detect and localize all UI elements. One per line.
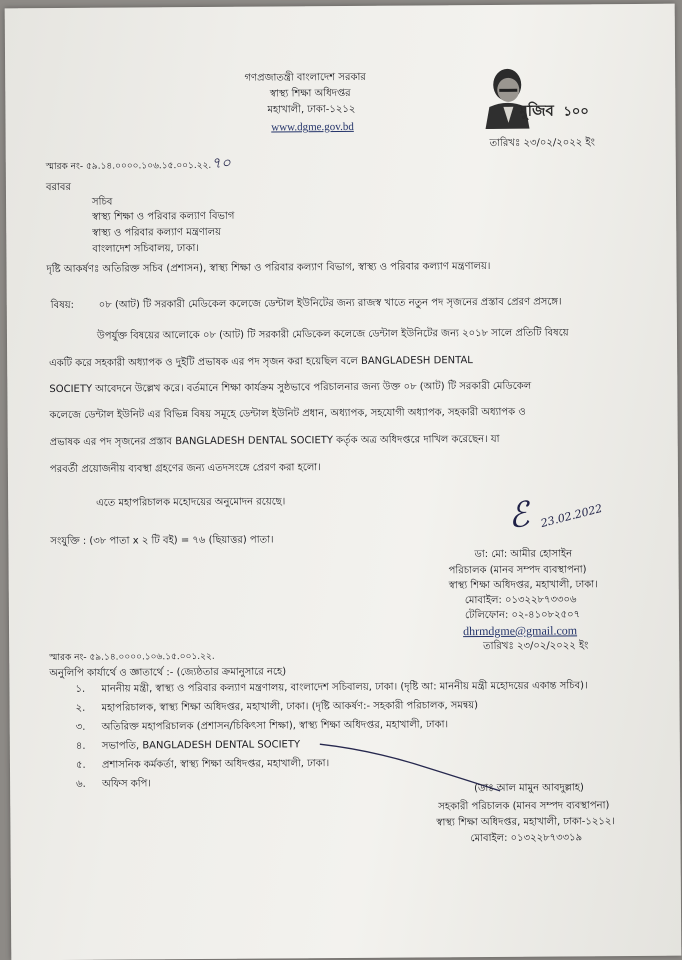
body-line: উপর্যুক্ত বিষয়ের আলোকে ০৮ (আট) টি সরকারী মেডিকেল কলেজে ডেন্টাল ইউনিটের জন্য ২০১৮ সালে প্রতিটি বিষয়ে bbox=[96, 327, 569, 342]
copy-item-no: ৪. bbox=[75, 740, 86, 752]
signer1-email-link[interactable]: dhrmdgme@gmail.com bbox=[462, 623, 578, 639]
copy-item-no: ৬. bbox=[76, 778, 86, 790]
signer1-title: পরিচালক (মানব সম্পদ ব্যবস্থাপনা) bbox=[448, 564, 587, 577]
signer1-phone: টেলিফোন: ০২-৪১০৮২৫০৭ bbox=[464, 609, 581, 622]
signer1-date: তারিখঃ ২৩/০২/২০২২ ইং bbox=[483, 640, 589, 653]
subject-label: বিষয়: bbox=[50, 299, 75, 312]
copy-item-no: ১. bbox=[75, 683, 86, 695]
body-line: পরবর্তী প্রয়োজনীয় ব্যবস্থা গ্রহণের জন্য এতদসংঙ্গে প্রেরণ করা হলো। bbox=[49, 462, 321, 476]
logo-year: ১০০ bbox=[563, 103, 589, 119]
copy-item: মহাপরিচালক, স্বাস্থ্য শিক্ষা অধিদপ্তর, মহাখালী, ঢাকা। (দৃষ্টি আকর্ষণ:- সহকারী পরিচালক, সমন্বয়) bbox=[101, 700, 479, 714]
memo-number bbox=[46, 155, 231, 174]
body-line: প্রভাষক এর পদ সৃজনের প্রস্তাব BANGLADESH DENTAL SOCIETY কর্তৃক অত্র অধিদপ্তরে দাখিল করেছেন। যা bbox=[49, 433, 500, 449]
signer2-mobile: মোবাইল: ০১৩২২৮৭৩৩১৯ bbox=[470, 832, 583, 845]
copy-item: মাননীয় মন্ত্রী, স্বাস্থ্য ও পরিবার কল্যাণ মন্ত্রণালয়, বাংলাদেশ সচিবালয়, ঢাকা। (দৃষ্টি আ: মাননীয় মন্ত্রী মহোদয়ের একান্ত সচিব)। bbox=[101, 680, 588, 695]
signature: ℰ bbox=[505, 494, 532, 538]
signer2-name: (ডাঃ আল মামুন আবদুল্লাহ) bbox=[474, 782, 584, 795]
copy-heading: অনুলিপি কার্যার্থে ও জ্ঞাতার্থে :- (জ্যেষ্ঠতার ক্রমানুসারে নহে) bbox=[49, 666, 287, 680]
document-page bbox=[5, 4, 682, 960]
recipient-line: স্বাস্থ্য শিক্ষা ও পরিবার কল্যাণ বিভাগ bbox=[92, 210, 235, 223]
logo-text: মুজিব bbox=[519, 101, 554, 120]
memo-number-handwritten: ৭০ bbox=[211, 153, 231, 172]
approval-line: এতে মহাপরিচালক মহোদয়ের অনুমোদন রয়েছে। bbox=[96, 496, 286, 509]
copy-item: প্রশাসনিক কর্মকর্তা, স্বাস্থ্য শিক্ষা অধিদপ্তর, মহাখালী, ঢাকা। bbox=[101, 758, 330, 771]
signer2-title: সহকারী পরিচালক (মানব সম্পদ ব্যবস্থাপনা) bbox=[438, 800, 610, 813]
signature-date: 23.02.2022 bbox=[539, 501, 604, 531]
copy-item: সভাপতি, BANGLADESH DENTAL SOCIETY bbox=[101, 739, 301, 752]
memo-date: তারিখঃ ২৩/০২/২০২২ ইং bbox=[489, 137, 595, 149]
directorate-address: মহাখালী, ঢাকা-১২১২ bbox=[267, 103, 356, 116]
recipient-to: বরাবর bbox=[45, 181, 72, 194]
mujib-logo bbox=[475, 62, 587, 129]
copy-item-no: ৩. bbox=[75, 721, 86, 733]
recipient-line: বাংলাদেশ সচিবালয়, ঢাকা। bbox=[92, 243, 199, 255]
body-line: SOCIETY আবেদনে উল্লেখ করে। বর্তমানে শিক্ষা কার্যক্রম সুষ্ঠভাবে পরিচালনার জন্য উক্ত ০৮ (আট) টি সরকারী মেডিকেল bbox=[49, 380, 532, 396]
attachment-line: সংযুক্তি : (৩৮ পাতা x ২ টি বই) = ৭৬ (ছিয়াত্তর) পাতা। bbox=[50, 534, 274, 548]
recipient-line: স্বাস্থ্য ও পরিবার কল্যাণ মন্ত্রণালয় bbox=[92, 226, 222, 239]
copy-item-no: ২. bbox=[75, 702, 86, 714]
copy-item: অতিরিক্ত মহাপরিচালক (প্রশাসন/চিকিৎসা শিক্ষা), স্বাস্থ্য শিক্ষা অধিদপ্তর, মহাখালী, ঢাকা। bbox=[101, 719, 449, 733]
attention-line: দৃষ্টি আকর্ষণঃ অতিরিক্ত সচিব (প্রশাসন), স্বাস্থ্য শিক্ষা ও পরিবার কল্যাণ বিভাগ, স্বাস্থ্য ও পরিবার কল্যাণ মন্ত্রণালয়। bbox=[46, 260, 491, 276]
directorate-name: স্বাস্থ্য শিক্ষা অধিদপ্তর bbox=[269, 87, 351, 100]
copy-item-no: ৫. bbox=[75, 759, 86, 771]
memo-number-text: স্মারক নং- ৫৯.১৪.০০০০.১০৬.১৫.০০১.২২. bbox=[45, 160, 212, 173]
website-link[interactable]: www.dgme.gov.bd bbox=[271, 120, 354, 134]
signer1-name: ডা: মো: আমীর হোসাইন bbox=[474, 548, 573, 561]
copy-item: অফিস কপি। bbox=[102, 778, 151, 790]
signer1-office: স্বাস্থ্য শিক্ষা অধিদপ্তর, মহাখালী, ঢাকা। bbox=[448, 579, 598, 592]
body-line: একটি করে সহকারী অধ্যাপক ও দুইটি প্রভাষক এর পদ সৃজন করা হয়েছিল বলে BANGLADESH DENTAL bbox=[49, 355, 473, 370]
body-line: কলেজে ডেন্টাল ইউনিট এর বিভিন্ন বিষয় সমূহে ডেন্টাল ইউনিট প্রধান, অধ্যাপক, সহযোগী অধ্যাপক, সহকারী অধ্যাপক ও bbox=[49, 406, 526, 422]
govt-name: গণপ্রজাতন্ত্রী বাংলাদেশ সরকার bbox=[244, 71, 366, 84]
signer1-mobile: মোবাইল: ০১৩২২৮৭৩৩০৬ bbox=[464, 594, 577, 607]
recipient-line: সচিব bbox=[92, 196, 113, 208]
copy-memo-number: স্মারক নং- ৫৯.১৪.০০০০.১০৬.১৫.০০১.২২. bbox=[49, 651, 215, 664]
subject-text: ০৮ (আট) টি সরকারী মেডিকেল কলেজে ডেন্টাল ইউনিটের জন্য রাজস্ব খাতে নতুন পদ সৃজনের প্রস্তাব প্রেরণ প্রসঙ্গে। bbox=[98, 296, 562, 311]
signer2-office: স্বাস্থ্য শিক্ষা অধিদপ্তর, মহাখালী, ঢাকা-১২১২। bbox=[436, 816, 615, 829]
